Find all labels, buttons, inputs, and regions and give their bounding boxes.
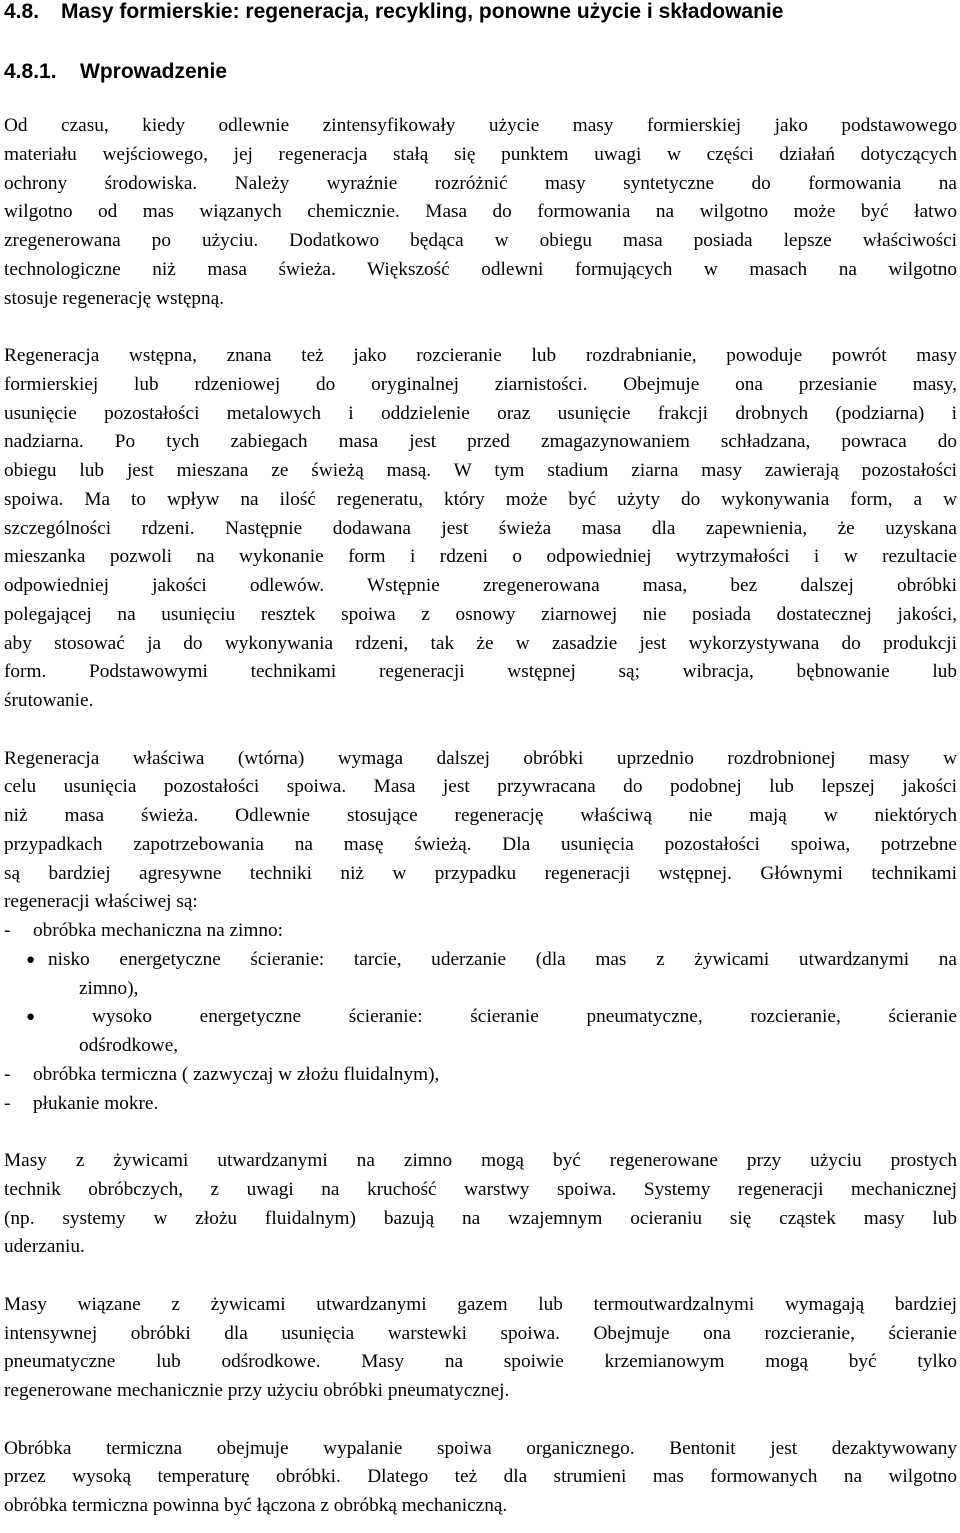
text-line: stosuje regenerację wstępną. xyxy=(4,287,225,309)
text-line: aby stosować ja do wykonywania rdzeni, tak że w zasadzie jest wykorzystywana do produkcji xyxy=(4,632,957,654)
text-line: są bardziej agresywne techniki niż w przypadku regeneracji wstępnej. Głównymi technikami xyxy=(4,862,957,884)
text-line: form. Podstawowymi technikami regeneracji wstępnej są; wibracja, bębnowanie lub xyxy=(4,661,957,683)
text-line: przypadkach zapotrzebowania na masę świeżą. Dla usunięcia pozostałości spoiwa, potrzebne xyxy=(4,833,957,855)
list-item xyxy=(4,1061,957,1090)
text-line: polegającej na usunięciu resztek spoiwa z osnowy ziarnowej nie posiada dostatecznej jakości, xyxy=(4,603,957,625)
text-line: regenerowane mechanicznie przy użyciu obróbki pneumatycznej. xyxy=(4,1380,510,1401)
document-body xyxy=(4,112,957,1521)
text-line: Masy z żywicami utwardzanymi na zimno mogą być regenerowane przy użyciu prostych xyxy=(4,1150,957,1171)
text-line: mieszanka pozwoli na wykonanie form i rdzeni o odpowiedniej wytrzymałości i w rezultacie xyxy=(4,546,957,568)
bullet-icon: ● xyxy=(26,1009,36,1026)
subsection-heading xyxy=(4,57,227,86)
text-line: obróbka termiczna powinna być łączona z obróbką mechaniczną. xyxy=(4,1495,508,1516)
text-line: spoiwa. Ma to wpływ na ilość regeneratu, który może być użyty do wykonywania form, a w xyxy=(4,488,957,510)
text-line: szczególności rdzeni. Następnie dodawana jest świeża masa dla zapewnienia, że uzyskana xyxy=(4,517,957,539)
paragraph-introduction xyxy=(4,112,957,313)
list-subitem-text: odśrodkowe, xyxy=(79,1035,179,1056)
text-line: niż masa świeża. Odlewnie stosujące regenerację właściwą nie mają w niektórych xyxy=(4,805,957,826)
text-line: ochrony środowiska. Należy wyraźnie rozróżnić masy syntetyczne do formowania na xyxy=(4,172,957,194)
dash-marker: - xyxy=(4,920,11,941)
paragraph-primary-regeneration xyxy=(4,342,957,716)
text-line: Obróbka termiczna obejmuje wypalanie spoiwa organicznego. Bentonit jest dezaktywowany xyxy=(4,1437,957,1459)
text-line: wilgotno od mas wiązanych chemicznie. Masa do formowania na wilgotno może być łatwo xyxy=(4,201,957,223)
text-line: przez wysoką temperaturę obróbki. Dlatego też dla strumieni mas formowanych na wilgotno xyxy=(4,1466,957,1488)
text-line: Regeneracja właściwa (wtórna) wymaga dalszej obróbki uprzednio rozdrobnionej masy w xyxy=(4,747,957,769)
text-line: formierskiej lub rdzeniowej do oryginalnej ziarnistości. Obejmuje ona przesianie masy, xyxy=(4,373,957,395)
subsection-title: Wprowadzenie xyxy=(80,60,228,83)
dash-marker: - xyxy=(4,1092,11,1114)
text-line: Masy wiązane z żywicami utwardzanymi gazem lub termoutwardzalnymi wymagają bardziej xyxy=(4,1293,957,1315)
list-item xyxy=(4,917,957,946)
section-title: Masy formierskie: regeneracja, recykling, ponowne użycie i składowanie xyxy=(61,0,784,23)
paragraph-cold-cured-resins xyxy=(4,1147,957,1262)
text-line: materiału wejściowego, jej regeneracja stałą się punktem uwagi w części działań dotyczących xyxy=(4,143,957,165)
text-line: zregenerowana po użyciu. Dodatkowo będąca w obiegu masa posiada lepsze właściwości xyxy=(4,230,957,251)
paragraph-gas-cured-resins xyxy=(4,1291,957,1406)
text-line: technologiczne niż masa świeża. Większość odlewni formujących w masach na wilgotno xyxy=(4,258,957,280)
text-line: intensywnej obróbki dla usunięcia warstewki spoiwa. Obejmuje ona rozcieranie, ścieranie xyxy=(4,1322,957,1344)
text-line: (np. systemy w złożu fluidalnym) bazują na wzajemnym ocieraniu się cząstek masy lub xyxy=(4,1207,957,1229)
text-line: nadziarna. Po tych zabiegach masa jest przed zmagazynowaniem schładzana, powraca do xyxy=(4,431,957,453)
text-line: usunięcie pozostałości metalowych i oddzielenie oraz usunięcie frakcji drobnych (podziarna) i xyxy=(4,402,957,424)
list-item-text: obróbka termiczna ( zazwyczaj w złożu fluidalnym), xyxy=(33,1063,440,1085)
text-line: uderzaniu. xyxy=(4,1236,85,1258)
list-subitem xyxy=(4,946,957,1004)
list-item xyxy=(4,1090,957,1119)
list-item-text: obróbka mechaniczna na zimno: xyxy=(33,920,284,941)
section-heading xyxy=(4,0,783,26)
list-subitem-text: wysoko energetyczne ścieranie: ścieranie pneumatyczne, rozcieranie, ścieranie xyxy=(92,1006,957,1028)
text-line: celu usunięcia pozostałości spoiwa. Masa jest przywracana do podobnej lub lepszej jakości xyxy=(4,776,957,798)
techniques-list xyxy=(4,917,957,1118)
paragraph-thermal-treatment xyxy=(4,1435,957,1521)
list-subitem xyxy=(4,1003,957,1061)
text-line: regeneracji właściwej są: xyxy=(4,891,198,913)
text-line: śrutowanie. xyxy=(4,690,94,711)
section-number: 4.8. xyxy=(4,0,40,23)
text-line: pneumatyczne lub odśrodkowe. Masy na spoiwie krzemianowym mogą być tylko xyxy=(4,1351,957,1373)
text-line: Regeneracja wstępna, znana też jako rozcieranie lub rozdrabnianie, powoduje powrót masy xyxy=(4,345,957,366)
list-subitem-text: nisko energetyczne ścieranie: tarcie, uderzanie (dla mas z żywicami utwardzanymi na xyxy=(48,948,957,970)
text-line: technik obróbczych, z uwagi na kruchość warstwy spoiwa. Systemy regeneracji mechanicznej xyxy=(4,1178,957,1200)
list-item-text: płukanie mokre. xyxy=(33,1092,159,1114)
dash-marker: - xyxy=(4,1063,11,1085)
text-line: odpowiedniej jakości odlewów. Wstępnie zregenerowana masa, bez dalszej obróbki xyxy=(4,575,957,596)
text-line: Od czasu, kiedy odlewnie zintensyfikowały użycie masy formierskiej jako podstawowego xyxy=(4,115,957,136)
bullet-icon: ● xyxy=(26,951,36,968)
subsection-number: 4.8.1. xyxy=(4,60,57,83)
paragraph-secondary-regeneration xyxy=(4,745,957,918)
text-line: obiegu lub jest mieszana ze świeżą masą. W tym stadium ziarna masy zawierają pozostałości xyxy=(4,460,957,481)
list-subitem-text: zimno), xyxy=(79,977,139,999)
